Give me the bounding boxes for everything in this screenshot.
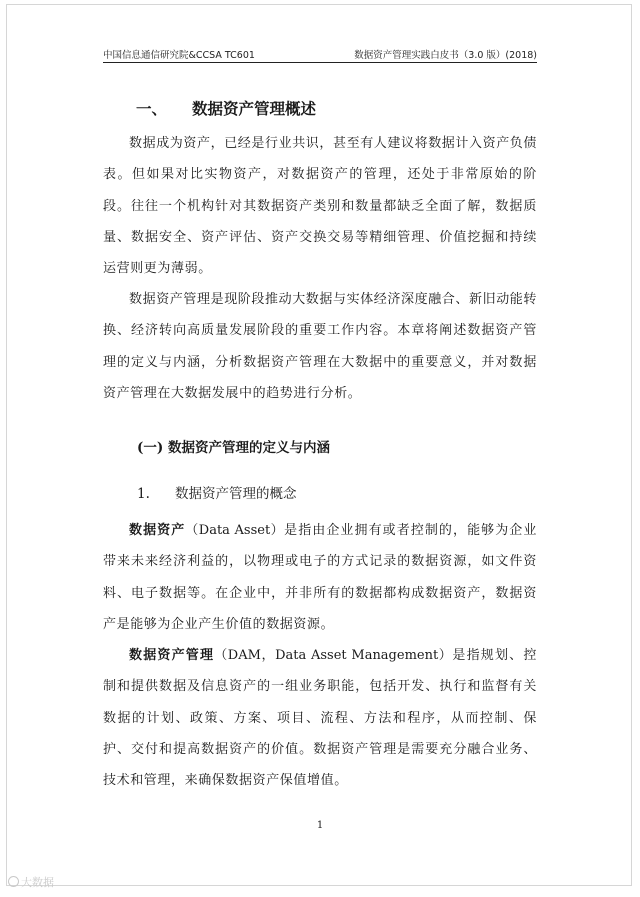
header-rule: [103, 62, 537, 63]
section-title: 数据资产管理概述: [192, 100, 317, 118]
term-data-asset-management: 数据资产管理: [129, 648, 215, 663]
data-asset-definition-text: 是指由企业拥有或者控制的，能够为企业带来未来经济利益的，以物理或电子的方式记录的数据资源，如文件资料、电子数据等。在企业中，并非所有的数据都构成数据资产，数据资产是能够为企业产生价值的数据资源。: [103, 523, 537, 632]
item-heading: [137, 482, 297, 502]
paragraph-dam-definition: [103, 640, 537, 796]
dam-definition-text: 是指规划、控制和提供数据及信息资产的一组业务职能，包括开发、执行和监督有关数据的计划、政策、方案、项目、流程、方法和程序，从而控制、保护、交付和提高数据资产的价值。数据资产管理是需要充分融合业务、技术和管理，来确保数据资产保值增值。: [103, 648, 537, 789]
paragraph-intro: 数据成为资产，已经是行业共识，甚至有人建议将数据计入资产负债表。但如果对比实物资产，对数据资产的管理，还处于非常原始的阶段。往往一个机构针对其数据资产类别和数量都缺乏全面了解，数据质量、数据安全、资产评估、资产交换交易等精细管理、价值挖掘和持续运营则更为薄弱。: [103, 136, 538, 277]
term-data-asset-english: （Data Asset）: [185, 523, 285, 538]
section-heading: [136, 97, 316, 119]
page-header: [103, 47, 537, 63]
section-number: 一、: [136, 100, 168, 118]
watermark-logo-icon: [8, 876, 19, 887]
header-document-title: 数据资产管理实践白皮书（3.0 版）(2018): [354, 50, 537, 61]
watermark: [8, 874, 54, 890]
page-number: 1: [316, 820, 324, 831]
header-organization: 中国信息通信研究院&CCSA TC601: [103, 50, 255, 61]
subsection-heading: (一) 数据资产管理的定义与内涵: [137, 440, 330, 456]
term-dam-english: （DAM，Data Asset Management）: [214, 648, 453, 663]
paragraph-data-asset-definition: [103, 515, 537, 640]
item-title: 数据资产管理的概念: [175, 486, 297, 502]
paragraph-chapter-overview: 数据资产管理是现阶段推动大数据与实体经济深度融合、新旧动能转换、经济转向高质量发展阶段的重要工作内容。本章将阐述数据资产管理的定义与内涵，分析数据资产管理在大数据中的重要意义，并对数据资产管理在大数据发展中的趋势进行分析。: [103, 292, 538, 401]
watermark-text: 大数据: [21, 876, 54, 889]
item-number: 1.: [137, 486, 150, 502]
term-data-asset: 数据资产: [129, 523, 186, 538]
